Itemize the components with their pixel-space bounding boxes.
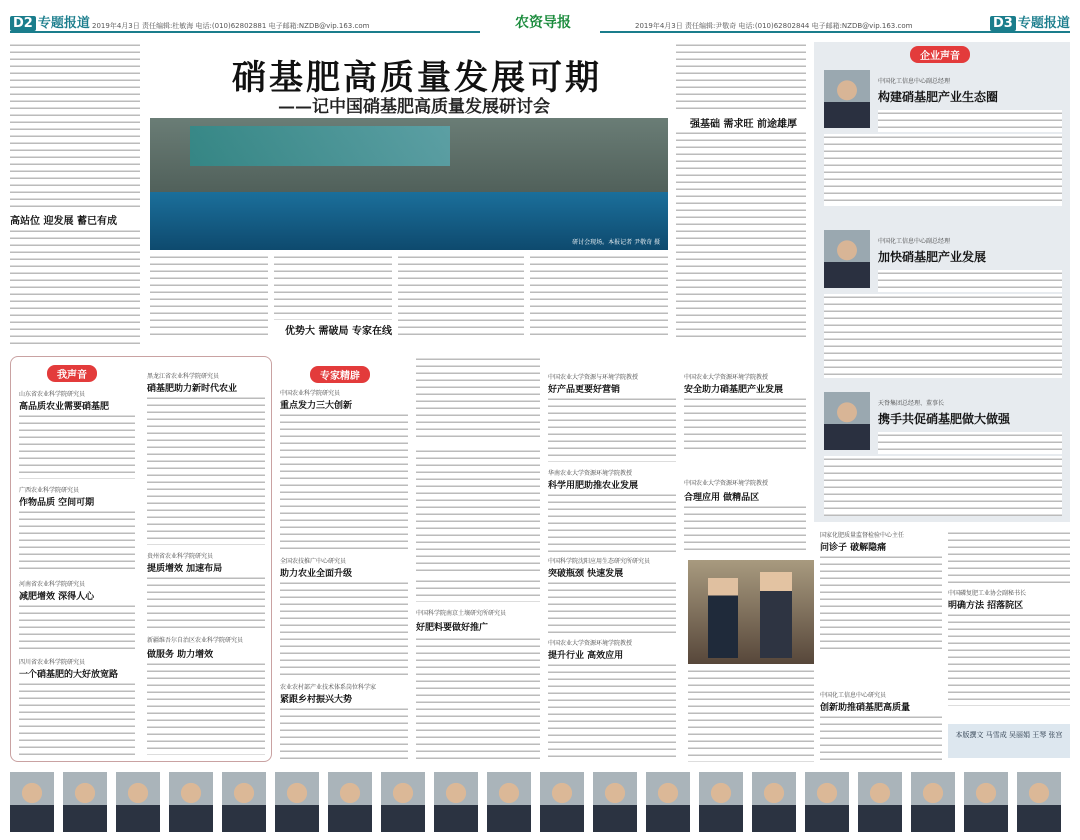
speaker-thumbnail [63, 772, 107, 832]
body-text [824, 456, 1062, 516]
article-headline: 加快硝基肥产业发展 [878, 250, 987, 264]
expert-column [280, 356, 410, 762]
body-text [824, 294, 1062, 378]
article-headline: 助力农业全面升级 [280, 569, 353, 579]
article-headline: 创新助推硝基肥高质量 [820, 703, 911, 713]
body-text [147, 661, 265, 755]
body-text [878, 270, 1062, 292]
body-text [684, 504, 806, 552]
body-text [688, 668, 814, 762]
speaker-photo-strip [10, 768, 1070, 836]
portrait-photo [824, 70, 870, 128]
body-text-column [10, 228, 140, 348]
box-header: 我声音 [47, 365, 97, 382]
body-text-column [676, 42, 806, 112]
speaker-title: 河南省农业科学院研究员 [19, 581, 86, 588]
article-headline: 突破瓶颈 快速发展 [548, 569, 624, 579]
newspaper-logo: 农资导报 [515, 15, 571, 31]
speaker-thumbnail [275, 772, 319, 832]
speaker-thumbnail [116, 772, 160, 832]
newspaper-header [0, 0, 1080, 38]
body-text [878, 432, 1062, 454]
body-text [824, 134, 1062, 206]
body-text [147, 395, 265, 545]
article-headline: 安全助力硝基肥产业发展 [684, 385, 784, 395]
speaker-thumbnail [593, 772, 637, 832]
panel-header: 企业声音 [910, 46, 970, 63]
header-rule-right [600, 31, 1070, 33]
speaker-title: 中国农业大学资源环境学院教授 [684, 480, 769, 487]
article-headline: 提升行业 高效应用 [548, 651, 624, 661]
speaker-thumbnail [699, 772, 743, 832]
body-text-column [530, 254, 668, 338]
photo-caption: 研讨会现场。本报记者 尹敬奇 摄 [572, 239, 660, 246]
body-text [19, 413, 135, 479]
speaker-title: 中国农业大学资源与环境学院教授 [548, 374, 639, 381]
body-text [948, 530, 1070, 584]
person-figure [760, 572, 792, 658]
body-text [820, 554, 942, 654]
article-headline: 硝基肥助力新时代农业 [147, 384, 238, 394]
conference-screen [190, 126, 450, 166]
article-headline: 明确方法 招落院区 [948, 601, 1024, 611]
speaker-title: 山东省农业科学院研究员 [19, 391, 86, 398]
column-badge: 专家精辟 [310, 366, 370, 383]
body-text [548, 580, 676, 634]
body-text [19, 603, 135, 653]
speaker-thumbnail [222, 772, 266, 832]
article-headline: 携手共促硝基肥做大做强 [878, 412, 1011, 426]
body-text-column [10, 42, 140, 210]
right-page-tag: D3 专题报道 [990, 12, 1070, 31]
speaker-title: 农业农村部产业技术体系岗位科学家 [280, 684, 377, 691]
speaker-thumbnail [434, 772, 478, 832]
speaker-title: 华南农业大学资源环境学院教授 [548, 470, 633, 477]
left-page-tag: D2 专题报道 [10, 12, 90, 31]
body-text [820, 714, 942, 762]
speaker-title: 中国化工信息中心副总经理 [878, 78, 951, 85]
body-text [280, 706, 408, 762]
body-text [19, 509, 135, 573]
article-headline: 构建硝基肥产业生态圈 [878, 90, 999, 104]
speaker-thumbnail [964, 772, 1008, 832]
article-headline: 高品质农业需要硝基肥 [19, 402, 110, 412]
speaker-title: 中国农业大学资源环境学院教授 [548, 640, 633, 647]
byline-box: 本版撰文 马雪成 吴丽娟 王琴 张宫 [948, 724, 1070, 758]
speaker-title: 广西农业科学院研究员 [19, 487, 80, 494]
body-text [19, 681, 135, 755]
article-headline: 作物品质 空间可期 [19, 498, 95, 508]
body-text-column [274, 254, 392, 320]
body-text [548, 492, 676, 552]
page-title: 硝基肥高质量发展可期 [232, 58, 602, 98]
body-text-column [416, 636, 540, 762]
speaker-title: 贵州省农业科学院研究员 [147, 553, 214, 560]
page-subtitle: ——记中国硝基肥高质量发展研讨会 [278, 97, 550, 117]
body-text [548, 396, 676, 462]
handshake-photo [688, 560, 814, 664]
speaker-title: 新疆维吾尔自治区农业科学院研究员 [147, 637, 244, 644]
speaker-title: 天脊集团总经理、董事长 [878, 400, 945, 407]
body-text [280, 580, 408, 678]
speaker-thumbnail [487, 772, 531, 832]
speaker-title: 中国科学院南京土壤研究所研究员 [416, 610, 507, 617]
speaker-thumbnail [911, 772, 955, 832]
body-text [878, 110, 1062, 132]
portrait-photo [824, 230, 870, 288]
article-headline: 做服务 助力增效 [147, 650, 214, 660]
body-text [548, 662, 676, 762]
speaker-title: 中国化工信息中心副总经理 [878, 238, 951, 245]
article-headline: 好产品更要好营销 [548, 385, 621, 395]
speaker-title: 中国科学院沈阳应用生态研究所研究员 [548, 558, 651, 565]
speaker-thumbnail [381, 772, 425, 832]
conference-photo [150, 118, 668, 250]
speaker-thumbnail [328, 772, 372, 832]
speaker-thumbnail [1017, 772, 1061, 832]
speaker-thumbnail [646, 772, 690, 832]
speaker-title: 黑龙江省农业科学院研究员 [147, 373, 220, 380]
section-heading: 强基础 需求旺 前途雄厚 [690, 119, 797, 130]
person-figure [708, 578, 738, 658]
article-headline: 问诊子 破解隐痛 [820, 543, 887, 553]
speaker-title: 中国农业科学院研究员 [280, 390, 341, 397]
right-meta: 2019年4月3日 责任编辑:尹敬奇 电话:(010)62802844 电子邮箱:NZDB@vip.163.com [635, 22, 913, 30]
speaker-thumbnail [858, 772, 902, 832]
portrait-photo [824, 392, 870, 450]
speaker-thumbnail [169, 772, 213, 832]
body-text [147, 575, 265, 629]
article-headline: 提质增效 加速布局 [147, 564, 223, 574]
speaker-title: 中国磷复肥工业协会副秘书长 [948, 590, 1027, 597]
enterprise-voices-panel [814, 42, 1070, 522]
article-headline: 一个硝基肥的大好放宽路 [19, 670, 119, 680]
body-text-column [676, 130, 806, 338]
article-headline: 减肥增效 深得人心 [19, 592, 95, 602]
body-text [280, 412, 408, 550]
speaker-thumbnail [805, 772, 849, 832]
section-heading: 高站位 迎发展 蓄已有成 [10, 216, 117, 227]
section-heading: 优势大 需破局 专家在线 [285, 326, 392, 337]
speaker-title: 全国农技推广中心研究员 [280, 558, 347, 565]
body-text-column [398, 254, 524, 338]
speaker-title: 中国化工信息中心研究员 [820, 692, 887, 699]
article-headline: 重点发力三大创新 [280, 401, 353, 411]
speaker-title: 国家化肥质量监督检验中心主任 [820, 532, 905, 539]
left-meta: 2019年4月3日 责任编辑:杜敏海 电话:(010)62802881 电子邮箱:NZDB@vip.163.com [92, 22, 370, 30]
speaker-thumbnail [10, 772, 54, 832]
body-text [684, 396, 806, 454]
speaker-thumbnail [540, 772, 584, 832]
article-headline: 紧跟乡村振兴大势 [280, 695, 353, 705]
article-headline: 好肥料要做好推广 [416, 623, 489, 633]
speaker-title: 四川省农业科学院研究员 [19, 659, 86, 666]
body-text-column [150, 254, 268, 338]
expert-voices-box [10, 356, 272, 762]
body-text-column [416, 356, 540, 442]
body-text [948, 612, 1070, 706]
body-text-column [416, 578, 540, 602]
article-headline: 合理应用 做精品区 [684, 493, 760, 503]
speaker-thumbnail [752, 772, 796, 832]
header-rule-left [10, 31, 480, 33]
body-text-column [416, 448, 540, 574]
article-headline: 科学用肥助推农业发展 [548, 481, 639, 491]
speaker-title: 中国农业大学资源环境学院教授 [684, 374, 769, 381]
